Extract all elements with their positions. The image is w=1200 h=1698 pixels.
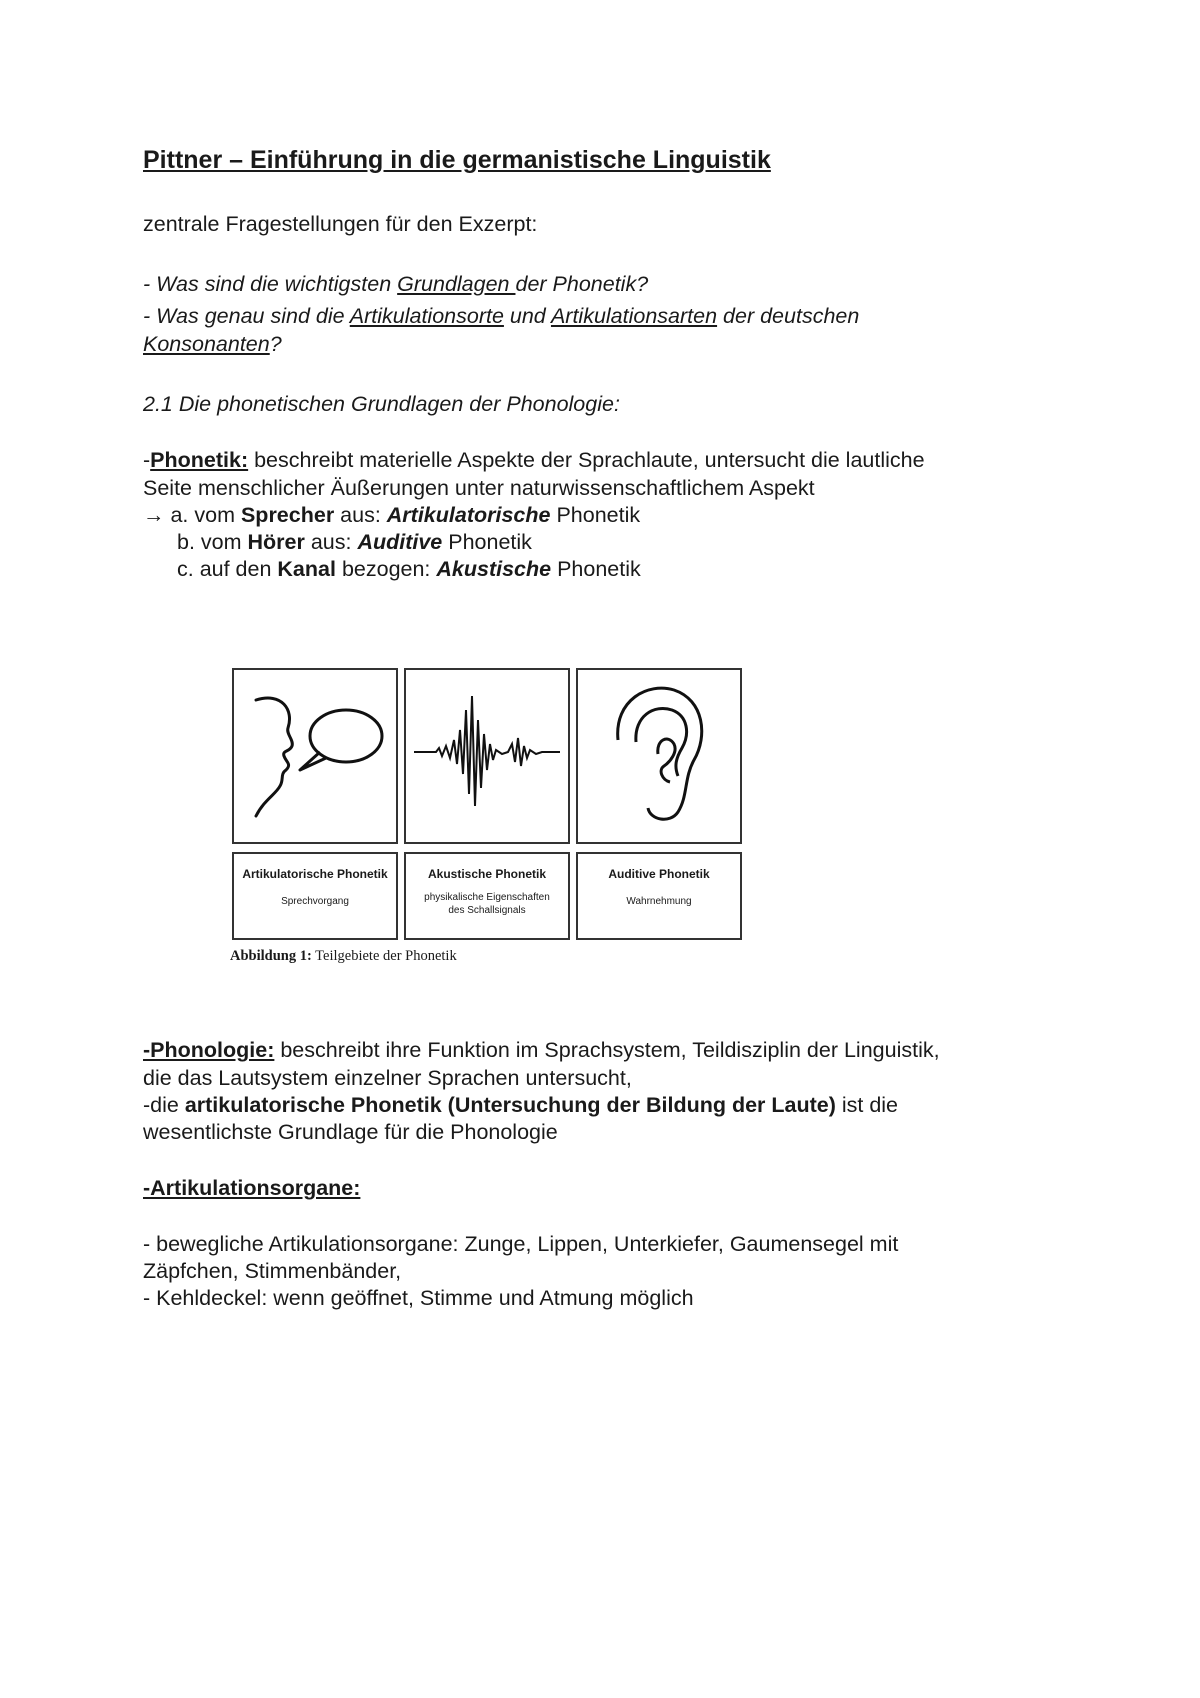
- phonetik-definition: -Phonetik: beschreibt materielle Aspekte der Sprachlaute, untersucht die lautliche: [143, 448, 925, 472]
- organe-line-2: Zäpfchen, Stimmenbänder,: [143, 1259, 402, 1283]
- speaking-head-icon: [234, 670, 396, 842]
- caption-box-articulatory: Artikulatorische Phonetik Sprechvorgang: [232, 852, 398, 940]
- phonologie-line-4: wesentlichste Grundlage für die Phonologie: [143, 1120, 558, 1144]
- figure-caption: Abbildung 1: Teilgebiete der Phonetik: [230, 948, 457, 964]
- ear-panel: [576, 668, 742, 844]
- phonetik-definition-continued: Seite menschlicher Äußerungen unter naturwissenschaftlichem Aspekt: [143, 476, 815, 500]
- caption-box-acoustic: Akustische Phonetik physikalische Eigenschaften des Schallsignals: [404, 852, 570, 940]
- phonetics-figure: [232, 668, 752, 970]
- organe-heading: -Artikulationsorgane:: [143, 1176, 361, 1200]
- list-item-a: → a. vom Sprecher aus: Artikulatorische Phonetik: [143, 503, 641, 527]
- document-title: Pittner – Einführung in die germanistische Linguistik: [143, 146, 771, 174]
- list-item-b: b. vom Hörer aus: Auditive Phonetik: [177, 530, 532, 554]
- list-item-c: c. auf den Kanal bezogen: Akustische Phonetik: [177, 557, 641, 581]
- question-1: - Was sind die wichtigsten Grundlagen der Phonetik?: [143, 272, 649, 296]
- phonologie-definition: -Phonologie: beschreibt ihre Funktion im Sprachsystem, Teildisziplin der Linguistik,: [143, 1038, 940, 1062]
- phonologie-line-3: -die artikulatorische Phonetik (Untersuchung der Bildung der Laute) ist die: [143, 1093, 899, 1117]
- phonologie-line-2: die das Lautsystem einzelner Sprachen untersucht,: [143, 1066, 632, 1090]
- organe-line-1: - bewegliche Artikulationsorgane: Zunge, Lippen, Unterkiefer, Gaumensegel mit: [143, 1232, 899, 1256]
- section-heading: 2.1 Die phonetischen Grundlagen der Phonologie:: [143, 392, 620, 416]
- intro-line: zentrale Fragestellungen für den Exzerpt:: [143, 212, 538, 236]
- soundwave-icon: [406, 670, 568, 842]
- caption-box-auditive: Auditive Phonetik Wahrnehmung: [576, 852, 742, 940]
- organe-line-3: - Kehldeckel: wenn geöffnet, Stimme und Atmung möglich: [143, 1286, 694, 1310]
- signal-panel: [404, 668, 570, 844]
- ear-icon: [578, 670, 740, 842]
- question-2-continued: Konsonanten?: [143, 332, 282, 356]
- speaker-panel: [232, 668, 398, 844]
- question-2: - Was genau sind die Artikulationsorte und Artikulationsarten der deutschen: [143, 304, 860, 328]
